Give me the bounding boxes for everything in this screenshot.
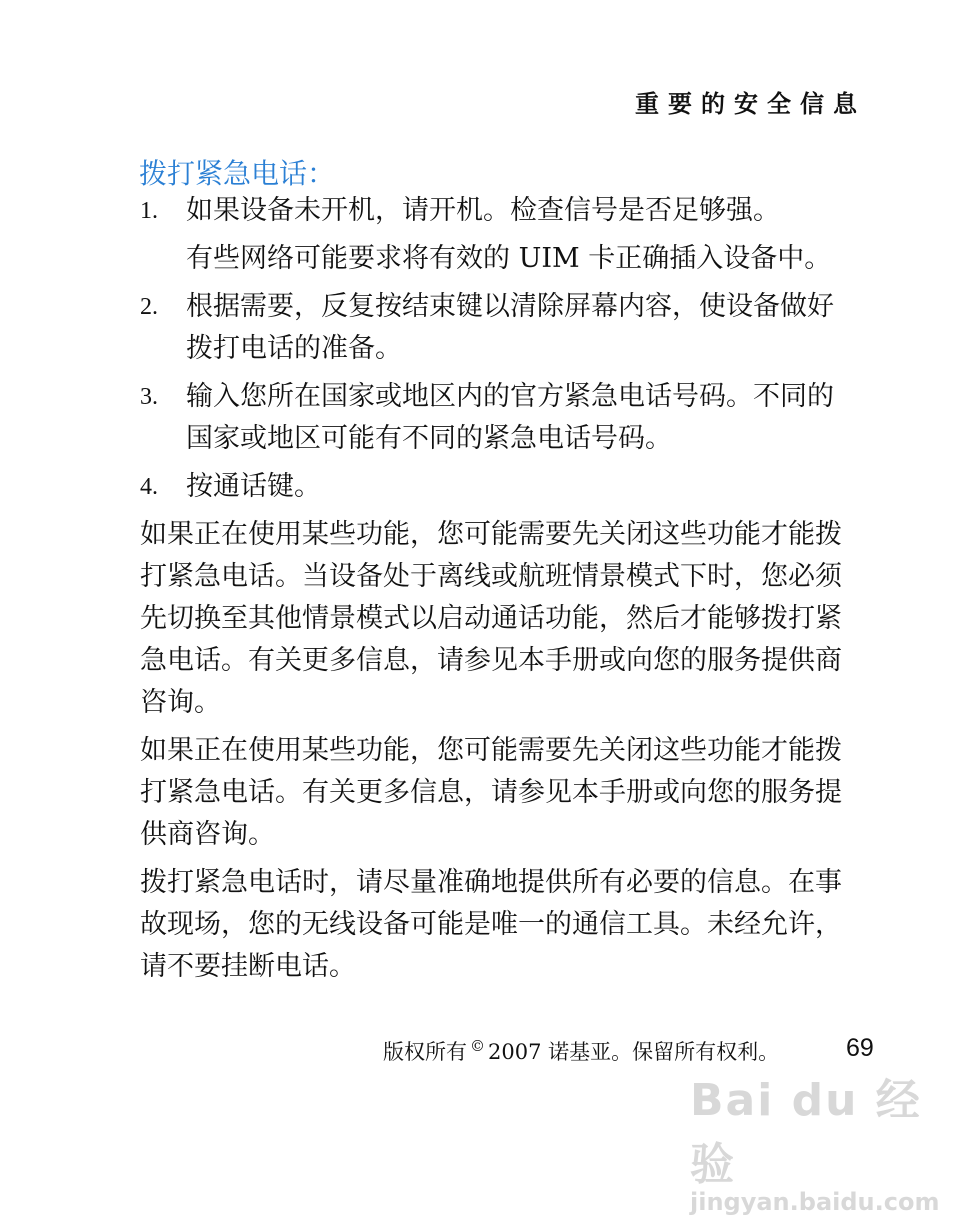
section-header: 重要的安全信息 — [635, 90, 866, 118]
text-line — [140, 814, 870, 856]
copyright-footer — [383, 1036, 779, 1066]
list-number: 4. — [140, 474, 158, 500]
list-item — [140, 466, 870, 508]
line-text: 国家或地区可能有不同的紧急电话号码。 — [186, 423, 672, 454]
paragraph — [140, 862, 870, 988]
list-number: 1. — [140, 198, 158, 224]
text-line — [140, 862, 870, 904]
text-line — [140, 772, 870, 814]
line-text: 先切换至其他情景模式以启动通话功能，然后才能够拨打紧 — [140, 603, 842, 634]
watermark — [690, 1064, 964, 1216]
line-text: 咨询。 — [140, 687, 221, 718]
text-line — [140, 640, 870, 682]
text-line — [140, 190, 870, 232]
text-line — [140, 682, 870, 724]
text-line — [140, 238, 870, 280]
line-text: 按通话键。 — [186, 471, 321, 502]
text-line — [140, 730, 870, 772]
copyright-symbol: © — [470, 1037, 485, 1055]
text-line — [140, 946, 870, 988]
line-text: 请不要挂断电话。 — [140, 951, 356, 982]
content — [140, 190, 870, 994]
watermark-brand: Bai du 经验 — [690, 1075, 922, 1190]
page-number: 69 — [846, 1034, 874, 1062]
line-text: 拨打紧急电话时，请尽量准确地提供所有必要的信息。在事 — [140, 867, 842, 898]
paragraph — [140, 514, 870, 724]
text-line — [140, 466, 870, 508]
line-text: 打紧急电话。有关更多信息，请参见本手册或向您的服务提 — [140, 777, 842, 808]
list-item — [140, 376, 870, 460]
paragraph — [140, 730, 870, 856]
text-line — [140, 376, 870, 418]
text-line — [140, 418, 870, 460]
list-item — [140, 286, 870, 370]
line-text: 打紧急电话。当设备处于离线或航班情景模式下时，您必须 — [140, 561, 842, 592]
text-line — [140, 514, 870, 556]
text-line — [140, 286, 870, 328]
line-text: 故现场，您的无线设备可能是唯一的通信工具。未经允许， — [140, 909, 842, 940]
text-line — [140, 904, 870, 946]
watermark-url: jingyan.baidu.com — [690, 1188, 940, 1216]
line-text: 如果正在使用某些功能，您可能需要先关闭这些功能才能拨 — [140, 735, 842, 766]
line-text: 如果正在使用某些功能，您可能需要先关闭这些功能才能拨 — [140, 519, 842, 550]
text-line — [140, 328, 870, 370]
line-text: 有些网络可能要求将有效的 UIM 卡正确插入设备中。 — [186, 243, 832, 274]
list-item — [140, 190, 870, 232]
copyright-label: 版权所有 — [383, 1040, 467, 1064]
line-text: 拨打电话的准备。 — [186, 333, 402, 364]
line-text: 输入您所在国家或地区内的官方紧急电话号码。不同的 — [186, 381, 834, 412]
line-text: 根据需要，反复按结束键以清除屏幕内容，使设备做好 — [186, 291, 834, 322]
line-text: 急电话。有关更多信息，请参见本手册或向您的服务提供商 — [140, 645, 842, 676]
text-line — [140, 598, 870, 640]
line-text: 供商咨询。 — [140, 819, 275, 850]
line-text: 如果设备未开机，请开机。检查信号是否足够强。 — [186, 195, 780, 226]
list-item — [140, 238, 870, 280]
list-number: 3. — [140, 384, 158, 410]
copyright-text: 2007 诺基亚。保留所有权利。 — [488, 1040, 780, 1064]
section-title: 拨打紧急电话： — [139, 157, 336, 190]
text-line — [140, 556, 870, 598]
list-number: 2. — [140, 294, 158, 320]
